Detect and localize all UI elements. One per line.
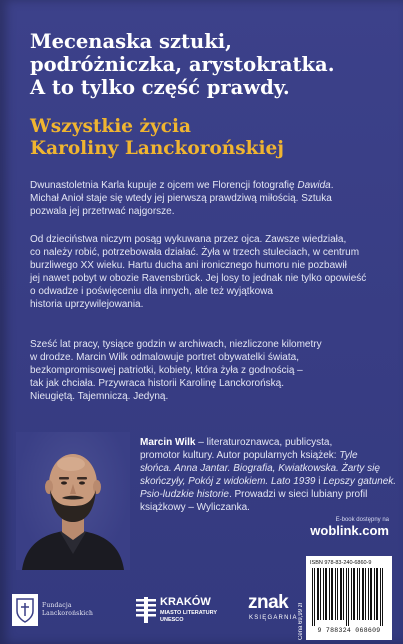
blurb-line: Sześć lat pracy, tysiące godzin w archiwach, niezliczone kilometry [30,339,322,350]
author-bio [140,436,397,514]
fundacja-lanckoronskich-logo [12,592,122,628]
blurb-line: bezkompromisowej patriotki, kobiety, która żyła z godnością – [30,365,303,376]
author-portrait-illustration [16,432,130,570]
headline-line: Mecenaska sztuki, [30,30,232,53]
italic-title: Lepszy gatunek. [323,476,397,487]
text-run: promotor kultury. Autor popularnych książek: [140,450,340,461]
fund-name-line: Fundacja [42,602,72,609]
blurb-line: Michał Anioł staje się wtedy jej pierwszą prawdziwą miłością. Sztuka [30,193,332,204]
blurb-line [30,179,382,192]
woblink-link[interactable]: woblink.com [310,523,389,538]
coat-of-arms-icon [12,594,38,626]
italic-title: słońca. Anna Jantar. Biografia, Kwiatkowska. Żarty się [140,463,380,474]
ean-number: 9 788324 068609 [317,627,381,634]
krakow-emblem-icon [136,597,156,623]
bio-line [140,436,390,449]
author-photo [16,432,130,570]
ebook-note: E-book dostępny na [335,517,389,523]
krakow-title: KRAKÓW [160,596,211,608]
italic-title: skończyły, Pokój z widokiem. Lato 1939 [140,476,316,487]
barcode [306,556,392,640]
krakow-subtitle [160,610,217,623]
headline-line: podróżniczka, arystokratka. [30,53,335,76]
text-run: . Prowadzi w sieci lubiany profil [228,489,368,500]
text-run: . [330,180,334,191]
blurb-paragraph-3 [30,338,382,403]
znak-wordmark: znak [248,592,289,613]
blurb-line: burzliwego XX wieku. Hartu ducha ani ironicznego humoru nie pozbawił [30,260,347,271]
author-name: Marcin Wilk [140,437,196,448]
blurb-line: tak jak chciała. Przywraca historii Karolinę Lanckorońską. [30,378,284,389]
subtitle-line: Wszystkie życia [30,116,191,137]
italic-title: Tyle [339,450,358,461]
subtitle [30,116,390,160]
krakow-subtitle-line: MIASTO LITERATURY [160,610,218,616]
krakow-unesco-logo [136,596,236,632]
blurb-line: Od dzieciństwa niczym posąg wykuwana przez ojca. Zawsze wiedziała, [30,234,347,245]
ebook-availability [310,517,389,538]
barcode-bars [310,568,388,626]
italic-title: Dawida [297,180,331,191]
blurb-line: jej nawet pobyt w obozie Ravensbrück. Jej losy to jednak nie tylko opowieść [30,273,367,284]
fund-name [42,602,93,617]
znak-ksiegarnia-logo [248,592,300,632]
ksiegarnia-wordmark: KSIĘGARNIA [249,615,298,621]
bio-line [140,488,390,501]
bio-line [140,462,390,475]
price-label: Cena 69,99 zł [298,602,304,640]
blurb-line: Nieugiętą. Tajemniczą. Jedyną. [30,391,169,402]
text-run: – literaturoznawca, publicysta, [195,437,333,448]
blurb-paragraph-1 [30,179,382,218]
bio-line [140,475,397,488]
fund-name-line: Lanckorońskich [42,609,94,617]
blurb-line: co należy robić, potrzebowała działać. Żyła w trzech stuleciach, w centrum [30,247,360,258]
headline [30,30,390,99]
krakow-subtitle-line: UNESCO [160,616,184,623]
blurb-line: historia uprzywilejowania. [30,299,144,310]
subtitle-line: Karoliny Lanckorońskiej [30,138,284,159]
bio-line [140,449,390,462]
blurb-line: o odwadze i poświęceniu dla innych, ale też wyjątkowa [30,286,273,297]
blurb-paragraph-2 [30,233,382,311]
bio-line: książkowy – Wyliczanka. [140,502,250,513]
italic-title: Psio-ludzkie historie [140,489,229,500]
blurb-line: pozwala jej przetrwać najgorsze. [30,206,175,217]
headline-line: A to tylko część prawdy. [30,76,290,99]
isbn-label: ISBN 978-83-240-6860-9 [310,560,372,566]
text-run: i [315,476,324,487]
blurb-line: w drodze. Marcin Wilk odmalowuje portret obywatelki świata, [30,352,299,363]
text-run: Dwunastoletnia Karla kupuje z ojcem we Florencji fotografię [30,180,298,191]
